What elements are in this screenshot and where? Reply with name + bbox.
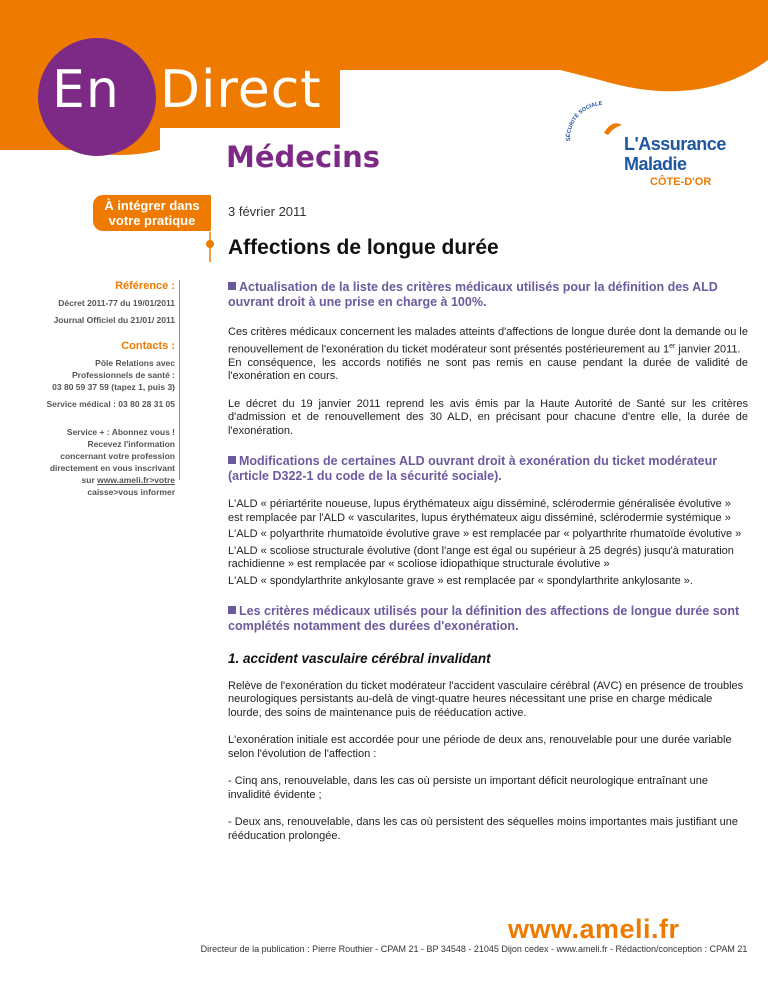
ameli-link[interactable]: www.ameli.fr>votre <box>97 475 175 485</box>
brand-direct: Direct <box>160 60 322 120</box>
medical-service-phone: Service médical : 03 80 28 31 05 <box>46 399 175 409</box>
service-link-prefix: sur <box>81 475 98 485</box>
tag-line2: votre pratique <box>108 213 196 228</box>
issue-date: 3 février 2011 <box>228 204 307 219</box>
section2-title-text: Modifications de certaines ALD ouvrant droit à exonération du ticket modérateur (article D322-1 du code de la sécurité sociale). <box>228 454 718 484</box>
section2-item4: L'ALD « spondylarthrite ankylosante grave » est remplacée par « spondylarthrite ankylosante ». <box>228 574 693 587</box>
section2-item1: L'ALD « périartérite noueuse, lupus érythémateux aigu disséminé, sclérodermie généralisée évolutive » est remplacée par l'ALD « vascularites, lupus érythémateux aigu disséminé, sclérodermie systémique » <box>228 498 731 524</box>
contact-line: Professionnels de santé : <box>72 370 175 380</box>
brand-en: En <box>52 60 120 120</box>
service-line: caisse>vous informer <box>87 487 175 497</box>
reference-heading: Référence : <box>115 280 175 292</box>
contact-line: Pôle Relations avec <box>95 358 175 368</box>
service-line: concernant votre profession <box>60 451 175 461</box>
orange-dot <box>206 240 214 248</box>
bullet-square-icon <box>228 282 236 290</box>
superscript-er: er <box>669 342 676 350</box>
section3-para1: Relève de l'exonération du ticket modérateur l'accident vasculaire cérébral (AVC) en présence de troubles neurologiques persistants au-delà de vingt-quatre heures nécessitant une prise en charge médicale lourde, des soins de maintenance puis de rééducation active. <box>228 679 744 719</box>
section1-para2: En conséquence, les accords notifiés ne sont pas remis en cause pendant la durée de validité de l'exonération en cours. <box>228 356 748 383</box>
section1-title <box>228 280 748 310</box>
section3-title-text: Les critères médicaux utilisés pour la définition des affections de longue durée sont complétés notamment des durées d'exonération. <box>228 604 740 634</box>
section1-para1a: Ces critères médicaux concernent les malades atteints d'affections de longue durée dont la demande ou le renouvellement de l'exonération du ticket modérateur sont présentés postérieurement au 1 <box>228 326 748 356</box>
service-line: Recevez l'information <box>87 439 175 449</box>
service-line: directement en vous inscrivant <box>49 463 175 473</box>
website-url[interactable]: www.ameli.fr <box>508 914 680 944</box>
service-plus-heading: Service + : Abonnez vous ! <box>66 427 175 437</box>
footer-text: Directeur de la publication : Pierre Routhier - CPAM 21 - BP 34548 - 21045 Dijon cedex - www.ameli.fr - Rédaction/conception : CPAM 21 <box>200 944 748 954</box>
section1-para1 <box>228 326 748 357</box>
reference-decree: Décret 2011-77 du 19/01/2011 <box>58 298 175 308</box>
page-title: Affections de longue durée <box>228 236 499 259</box>
svg-text:SÉCURITÉ SOCIALE <box>564 101 603 141</box>
reference-journal: Journal Officiel du 21/01/ 2011 <box>53 315 175 325</box>
logo-line3: CÔTE-D'OR <box>650 176 712 188</box>
section3-para4: - Deux ans, renouvelable, dans les cas où persistent des séquelles moins importantes mais justifiant une rééducation prolongée. <box>228 816 738 842</box>
sidebar <box>30 280 180 497</box>
bullet-square-icon <box>228 456 236 464</box>
section1-title-text: Actualisation de la liste des critères médicaux utilisés pour la définition des ALD ouvrant droit à une prise en charge à 100%. <box>228 280 718 309</box>
main-content <box>228 280 748 843</box>
section1-para1b: janvier 2011. <box>675 343 741 356</box>
section3-para2: L'exonération initiale est accordée pour une période de deux ans, renouvelable pour une durée variable selon l'évolution de l'affection : <box>228 734 732 760</box>
section2-item2: L'ALD « polyarthrite rhumatoïde évolutive grave » est remplacée par « polyarthrite rhumatoïde évolutive » <box>228 528 742 541</box>
contacts-heading: Contacts : <box>121 340 175 352</box>
bullet-square-icon <box>228 606 236 614</box>
service-link-line <box>30 474 175 486</box>
category-label: Réglementaire <box>354 104 426 116</box>
section2-title <box>228 454 748 484</box>
tag-line1: À intégrer dans <box>104 198 200 213</box>
subsection-title: 1. accident vasculaire cérébral invalidant <box>228 651 491 667</box>
contact-phone: 03 80 59 37 59 (tapez 1, puis 3) <box>52 382 175 392</box>
logo-line1: L'Assurance <box>624 134 726 154</box>
audience-title: Médecins <box>226 140 380 174</box>
section3-para3: - Cinq ans, renouvelable, dans les cas où persiste un important déficit neurologique entraînant une invalidité évidente ; <box>228 775 709 801</box>
logo-arc-text: SÉCURITÉ SOCIALE <box>565 100 603 142</box>
section1-para3: Le décret du 19 janvier 2011 reprend les avis émis par la Haute Autorité de Santé sur les critères d'admission et de renouvellement des 30 ALD, en précisant pour chacune d'entre elle, la durée de l'exonération. <box>228 397 748 437</box>
section3-title <box>228 604 748 634</box>
section2-item3: L'ALD « scoliose structurale évolutive (dont l'ange est égal ou supérieur à 25 degrés) jusqu'à maturation rachidienne » est remplacée par « scoliose idiopathique structurale évolutive » <box>228 544 734 571</box>
integration-tag <box>93 195 211 231</box>
logo-line2: Maladie <box>624 154 687 174</box>
